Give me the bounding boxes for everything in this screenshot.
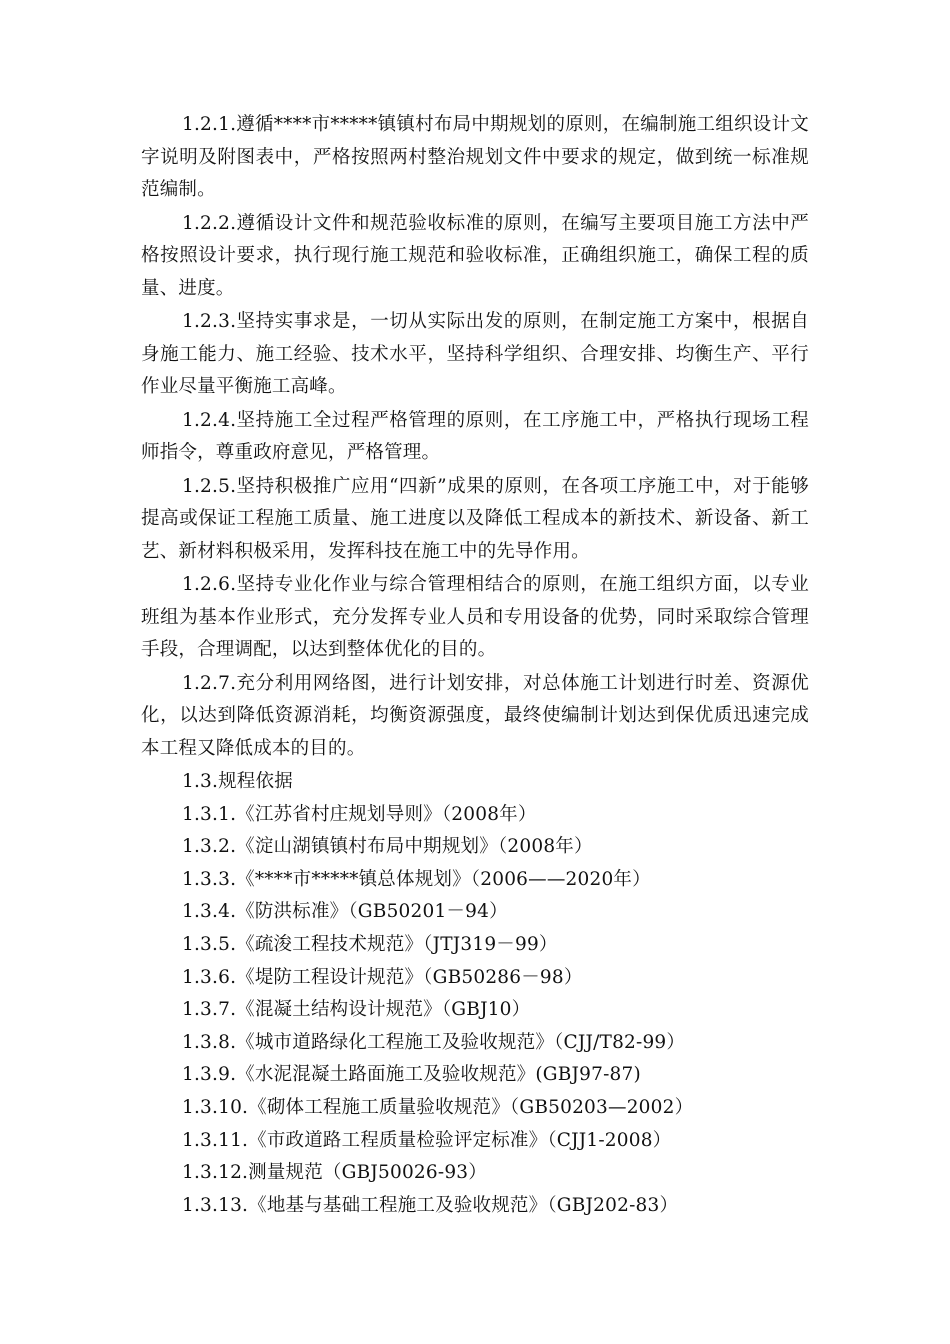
reference-item: 1.3.11.《市政道路工程质量检验评定标准》（CJJ1-2008）	[182, 1129, 672, 1151]
document-page	[141, 109, 809, 1222]
reference-item: 1.3.5.《疏浚工程技术规范》（JTJ319－99）	[182, 933, 558, 955]
paragraph-1-2-5: 1.2.5.坚持积极推广应用“四新”成果的原则，在各项工序施工中，对于能够提高或保证工程施工质量、施工进度以及降低工程成本的新技术、新设备、新工艺、新材料积极采用，发挥科技在施工中的先导作用。	[141, 475, 809, 562]
paragraph-1-2-2: 1.2.2.遵循设计文件和规范验收标准的原则，在编写主要项目施工方法中严格按照设计要求，执行现行施工规范和验收标准，正确组织施工，确保工程的质量、进度。	[141, 212, 809, 299]
reference-item: 1.3.13.《地基与基础工程施工及验收规范》（GBJ202-83）	[182, 1194, 679, 1216]
reference-item: 1.3.8.《城市道路绿化工程施工及验收规范》（CJJ/T82-99）	[182, 1031, 686, 1053]
reference-item: 1.3.1.《江苏省村庄规划导则》（2008年）	[182, 803, 537, 825]
paragraph-1-2-1: 1.2.1.遵循****市*****镇镇村布局中期规划的原则，在编制施工组织设计文字说明及附图表中，严格按照两村整治规划文件中要求的规定，做到统一标准规范编制。	[141, 114, 809, 200]
paragraph-1-2-4: 1.2.4.坚持施工全过程严格管理的原则，在工序施工中，严格执行现场工程师指令，尊重政府意见，严格管理。	[141, 409, 809, 463]
paragraph-1-2-3: 1.2.3.坚持实事求是，一切从实际出发的原则，在制定施工方案中，根据自身施工能力、施工经验、技术水平，坚持科学组织、合理安排、均衡生产、平行作业尽量平衡施工高峰。	[141, 311, 809, 397]
reference-item: 1.3.9.《水泥混凝土路面施工及验收规范》(GBJ97-87)	[182, 1064, 641, 1086]
reference-item: 1.3.2.《淀山湖镇镇村布局中期规划》（2008年）	[182, 836, 593, 858]
reference-item: 1.3.3.《****市*****镇总体规划》（2006——2020年）	[182, 868, 651, 890]
paragraph-1-2-6: 1.2.6.坚持专业化作业与综合管理相结合的原则，在施工组织方面，以专业班组为基本作业形式，充分发挥专业人员和专用设备的优势，同时采取综合管理手段，合理调配，以达到整体优化的目的。	[141, 574, 809, 660]
reference-item: 1.3.4.《防洪标准》（GB50201－94）	[182, 901, 508, 923]
reference-item: 1.3.10.《砌体工程施工质量验收规范》（GB50203—2002）	[182, 1096, 694, 1118]
reference-item: 1.3.7.《混凝土结构设计规范》（GBJ10）	[182, 999, 531, 1021]
section-heading: 1.3.规程依据	[182, 771, 293, 792]
reference-item: 1.3.12.测量规范（GBJ50026-93）	[182, 1162, 487, 1184]
reference-item: 1.3.6.《堤防工程设计规范》（GB50286－98）	[182, 966, 583, 988]
paragraph-1-2-7: 1.2.7.充分利用网络图，进行计划安排，对总体施工计划进行时差、资源优化，以达到降低资源消耗，均衡资源强度，最终使编制计划达到保优质迅速完成本工程又降低成本的目的。	[141, 672, 809, 759]
